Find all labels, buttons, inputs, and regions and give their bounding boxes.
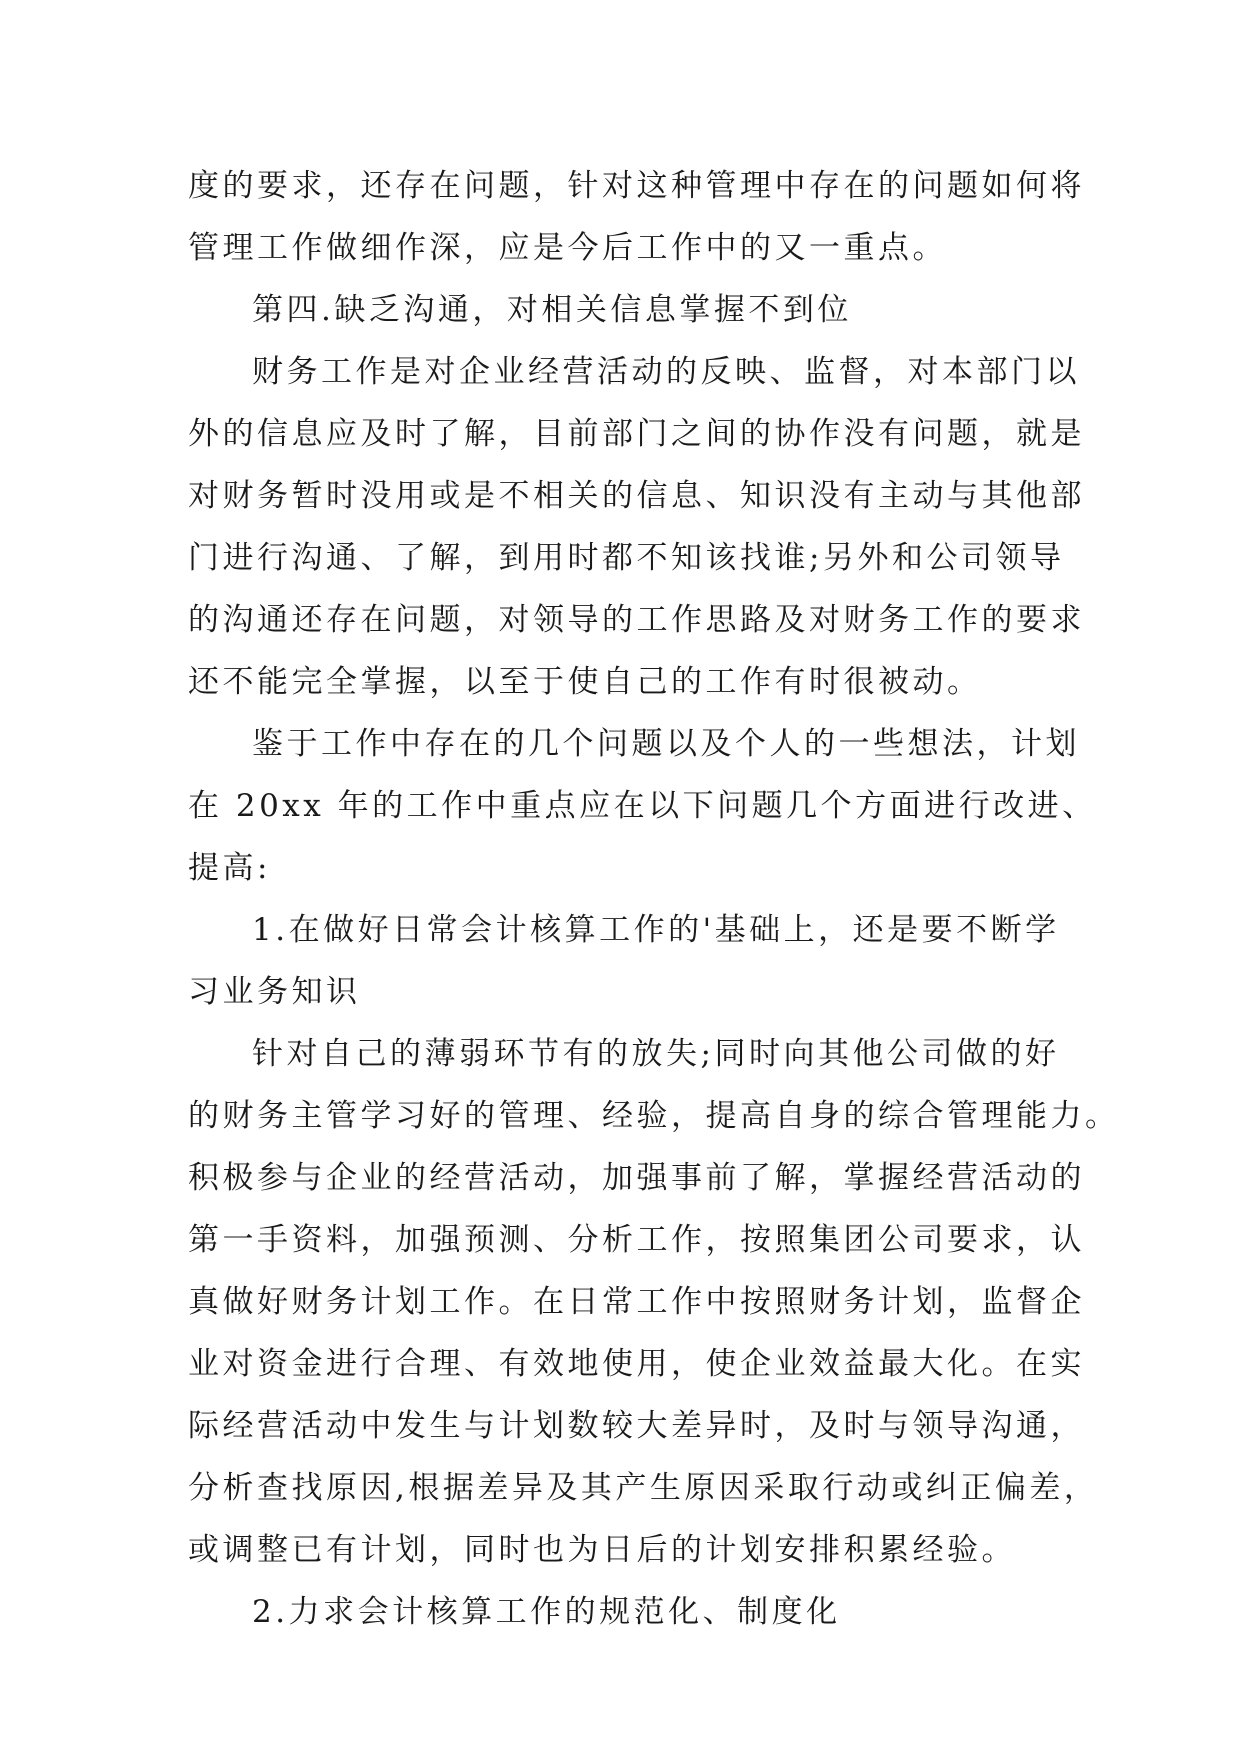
text-line: 业对资金进行合理、有效地使用，使企业效益最大化。在实	[188, 1346, 1085, 1382]
list-item-1-heading	[188, 899, 1064, 1023]
heading-line: 习业务知识	[188, 974, 361, 1010]
text-line: 际经营活动中发生与计划数较大差异时，及时与领导沟通，	[188, 1408, 1085, 1444]
heading-line: 1.在做好日常会计核算工作的'基础上，还是要不断学	[252, 912, 1060, 948]
text-line: 还不能完全掌握，以至于使自己的工作有时很被动。	[188, 664, 982, 700]
text-line: 管理工作做细作深，应是今后工作中的又一重点。	[188, 230, 947, 266]
text-line: 财务工作是对企业经营活动的反映、监督，对本部门以	[252, 354, 1080, 390]
text-line: 外的信息应及时了解，目前部门之间的协作没有问题，就是	[188, 416, 1085, 452]
text-line: 门进行沟通、了解，到用时都不知该找谁;另外和公司领导	[188, 540, 1065, 576]
heading-line: 第四.缺乏沟通，对相关信息掌握不到位	[252, 292, 852, 328]
text-line: 在 20xx 年的工作中重点应在以下问题几个方面进行改进、	[188, 788, 1097, 824]
text-line: 针对自己的薄弱环节有的放失;同时向其他公司做的好	[252, 1036, 1060, 1072]
paragraph-continuation	[188, 155, 1085, 279]
document-page	[188, 155, 1120, 1643]
text-line: 的沟通还存在问题，对领导的工作思路及对财务工作的要求	[188, 602, 1085, 638]
text-line: 积极参与企业的经营活动，加强事前了解，掌握经营活动的	[188, 1160, 1085, 1196]
text-line: 分析查找原因,根据差异及其产生原因采取行动或纠正偏差，	[188, 1470, 1099, 1506]
text-line: 真做好财务计划工作。在日常工作中按照财务计划，监督企	[188, 1284, 1085, 1320]
text-line: 鉴于工作中存在的几个问题以及个人的一些想法，计划	[252, 726, 1080, 762]
text-line: 度的要求，还存在问题，针对这种管理中存在的问题如何将	[188, 168, 1085, 204]
text-line: 或调整已有计划，同时也为日后的计划安排积累经验。	[188, 1532, 1016, 1568]
paragraph-plan-intro	[188, 713, 1097, 899]
list-item-2-heading	[188, 1581, 1064, 1643]
paragraph-communication	[188, 341, 1085, 713]
section-heading-4	[188, 279, 1064, 341]
text-line: 第一手资料，加强预测、分析工作，按照集团公司要求，认	[188, 1222, 1085, 1258]
text-line: 对财务暂时没用或是不相关的信息、知识没有主动与其他部	[188, 478, 1085, 514]
heading-line: 2.力求会计核算工作的规范化、制度化	[252, 1594, 841, 1630]
text-line: 的财务主管学习好的管理、经验，提高自身的综合管理能力。	[188, 1098, 1120, 1134]
paragraph-item-1-body	[188, 1023, 1120, 1581]
text-line: 提高:	[188, 850, 271, 886]
